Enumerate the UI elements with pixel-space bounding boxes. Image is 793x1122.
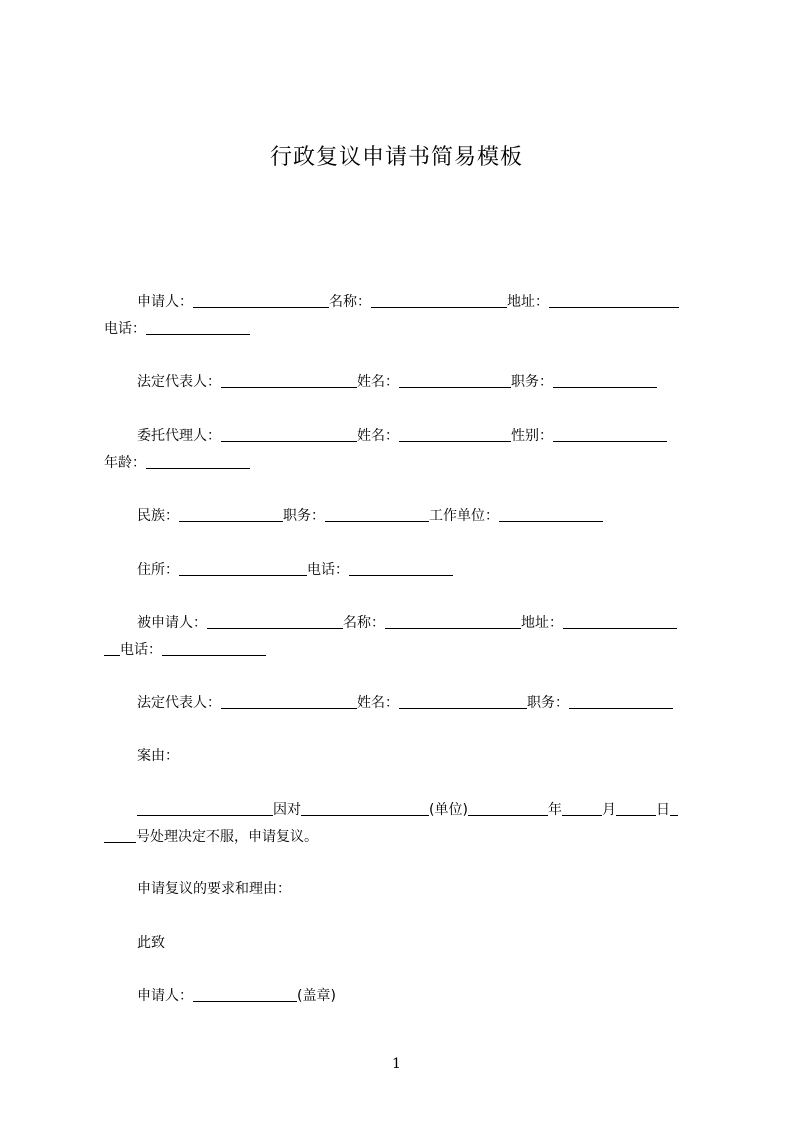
legal-rep-name-label: 姓名：	[357, 374, 399, 390]
case-sentence-row-2	[104, 828, 318, 846]
case-sentence-row	[137, 801, 678, 819]
year-text: 年	[547, 802, 562, 818]
ethnicity-label: 民族：	[137, 508, 179, 524]
respondent-label: 被申请人：	[137, 615, 207, 631]
signature-row	[137, 987, 336, 1005]
day-text: 日	[655, 802, 670, 818]
ethnicity-row	[137, 507, 603, 525]
position-label: 职务：	[283, 508, 325, 524]
legal-rep-2-position-label: 职务：	[527, 695, 569, 711]
because-text: 因对	[273, 802, 301, 818]
salutation: 此致	[137, 935, 165, 951]
applicant-blank[interactable]	[193, 293, 329, 308]
unit-text: (单位)	[429, 802, 468, 818]
applicant-name-blank[interactable]	[371, 293, 507, 308]
applicant-name-label: 名称：	[329, 294, 371, 310]
legal-rep-2-label: 法定代表人：	[137, 695, 221, 711]
applicant-address-label: 地址：	[507, 294, 549, 310]
respondent-row	[137, 614, 677, 632]
applicant-address-blank[interactable]	[549, 293, 679, 308]
legal-rep-row-1	[137, 373, 657, 391]
month-text: 月	[601, 802, 616, 818]
agent-blank[interactable]	[221, 427, 357, 442]
respondent-phone-label: 电话：	[120, 642, 162, 658]
respondent-phone-blank[interactable]	[162, 641, 266, 656]
document-title: 行政复议申请书简易模板	[269, 145, 523, 170]
applicant-label: 申请人：	[137, 294, 193, 310]
legal-rep-2-name-label: 姓名：	[357, 695, 399, 711]
signature-blank[interactable]	[193, 987, 297, 1002]
legal-rep-blank[interactable]	[221, 373, 357, 388]
case-sentence-tail: 号处理决定不服，申请复议。	[136, 829, 318, 845]
day-blank[interactable]	[616, 801, 656, 816]
residence-phone-label: 电话：	[307, 562, 349, 578]
case-reason-label: 案由：	[137, 748, 179, 764]
request-label: 申请复议的要求和理由：	[137, 881, 291, 897]
ethnicity-blank[interactable]	[179, 507, 283, 522]
agent-label: 委托代理人：	[137, 428, 221, 444]
month-blank[interactable]	[562, 801, 602, 816]
respondent-address-continuation[interactable]	[104, 641, 120, 656]
residence-phone-blank[interactable]	[349, 561, 453, 576]
signature-label: 申请人：	[137, 988, 193, 1004]
page-number: 1	[392, 1056, 401, 1072]
agent-name-label: 姓名：	[357, 428, 399, 444]
agent-gender-label: 性别：	[511, 428, 553, 444]
applicant-phone-blank[interactable]	[146, 320, 250, 335]
applicant-phone-row	[104, 320, 250, 338]
respondent-name-blank[interactable]	[385, 614, 521, 629]
respondent-phone-row	[104, 641, 266, 659]
respondent-blank-2[interactable]	[301, 801, 429, 816]
doc-number-blank[interactable]	[670, 801, 678, 816]
seal-text: (盖章)	[297, 988, 336, 1004]
legal-rep-position-blank[interactable]	[553, 373, 657, 388]
agent-gender-blank[interactable]	[553, 427, 667, 442]
doc-number-blank-continued[interactable]	[104, 828, 136, 843]
applicant-row	[137, 293, 679, 311]
residence-blank[interactable]	[179, 561, 307, 576]
agent-age-row	[104, 454, 250, 472]
employer-blank[interactable]	[499, 507, 603, 522]
legal-rep-2-blank[interactable]	[221, 694, 357, 709]
agent-age-label: 年龄：	[104, 455, 146, 471]
legal-rep-2-name-blank[interactable]	[399, 694, 527, 709]
legal-rep-position-label: 职务：	[511, 374, 553, 390]
year-blank[interactable]	[468, 801, 548, 816]
respondent-address-blank[interactable]	[563, 614, 677, 629]
applicant-name-blank-2[interactable]	[137, 801, 273, 816]
respondent-address-label: 地址：	[521, 615, 563, 631]
agent-age-blank[interactable]	[146, 454, 250, 469]
agent-row	[137, 427, 667, 445]
legal-rep-row-2	[137, 694, 673, 712]
respondent-name-label: 名称：	[343, 615, 385, 631]
residence-row	[137, 561, 453, 579]
position-blank[interactable]	[325, 507, 429, 522]
respondent-blank[interactable]	[207, 614, 343, 629]
legal-rep-2-position-blank[interactable]	[569, 694, 673, 709]
case-reason-row	[137, 747, 179, 765]
legal-rep-label: 法定代表人：	[137, 374, 221, 390]
agent-name-blank[interactable]	[399, 427, 511, 442]
legal-rep-name-blank[interactable]	[399, 373, 511, 388]
applicant-phone-label: 电话：	[104, 321, 146, 337]
residence-label: 住所：	[137, 562, 179, 578]
employer-label: 工作单位：	[429, 508, 499, 524]
